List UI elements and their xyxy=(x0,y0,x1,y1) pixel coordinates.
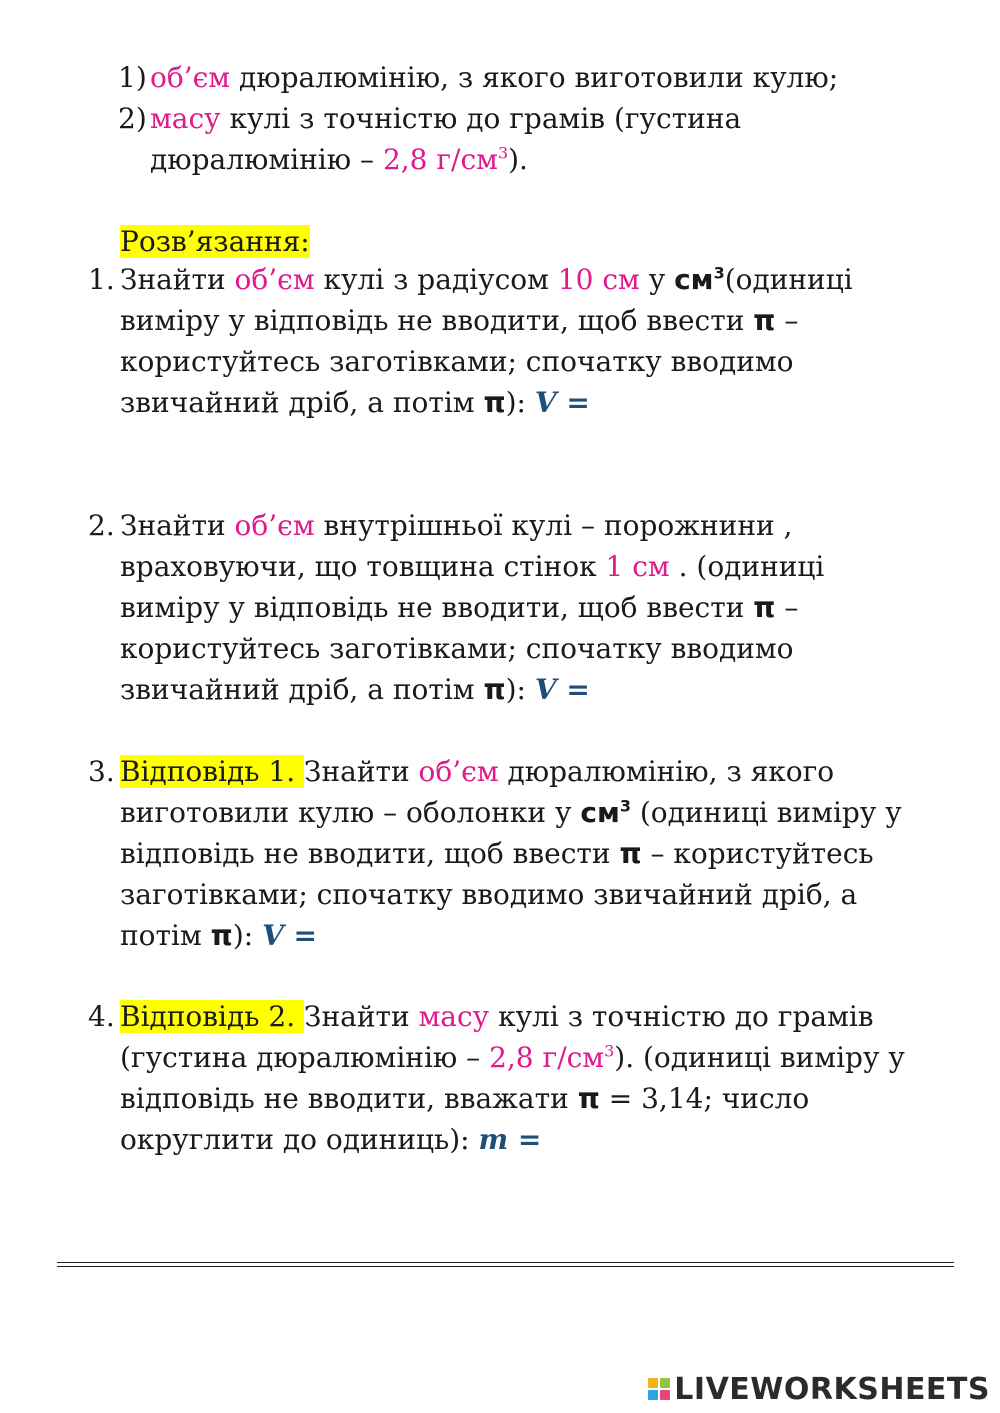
logo-square-4 xyxy=(660,1390,670,1400)
logo-text: LIVEWORKSHEETS xyxy=(674,1371,990,1407)
density-value: 2,8 $г/см^3$ xyxy=(382,143,509,176)
intro-item2 xyxy=(150,99,741,139)
task2-line5: звичайний дріб, а потім π): V = xyxy=(120,670,779,710)
task2-variable: V = xyxy=(534,673,590,706)
task2-line1: Знайти об’єм внутрішньої кулі – порожнини , xyxy=(120,509,793,542)
task4-line1: Відповідь 2. Знайти масу кулі з точністю до грамів xyxy=(120,1000,874,1033)
intro-item2-highlight: масу xyxy=(150,102,221,135)
intro-item2-text: кулі з точністю до грамів (густина xyxy=(220,102,742,135)
intro-item1-highlight: об’єм xyxy=(150,61,231,94)
task3-answer-input[interactable] xyxy=(326,921,506,955)
logo-icon xyxy=(648,1378,670,1400)
task1-line4: звичайний дріб, а потім π): V = xyxy=(120,383,779,423)
task1-line1: Знайти об’єм кулі з радіусом 10 см у $см^3(одиниці$ xyxy=(120,263,853,296)
divider-bottom xyxy=(57,1266,954,1267)
task3-line5: потім π): V = xyxy=(120,916,506,956)
task1-answer-input[interactable] xyxy=(599,388,779,422)
task2-line2: враховуючи, що товщина стінок 1 см . (одиниці xyxy=(120,550,825,583)
task2-line4: користуйтесь заготівками; спочатку вводимо xyxy=(120,632,794,665)
solution-heading: Розв’язання: xyxy=(120,225,310,258)
task3-line3: відповідь не вводити, щоб ввести π – користуйтесь xyxy=(120,837,874,870)
task2-line3: виміру у відповідь не вводити, щоб ввести π – xyxy=(120,591,799,624)
task1-line3: користуйтесь заготівками; спочатку вводимо xyxy=(120,345,794,378)
logo-square-1 xyxy=(648,1378,658,1388)
intro-item2-line2 xyxy=(150,140,528,180)
liveworksheets-logo xyxy=(648,1371,990,1407)
intro-item1 xyxy=(150,58,838,98)
task3-variable: V = xyxy=(262,919,318,952)
task1-line2: виміру у відповідь не вводити, щоб ввести π – xyxy=(120,304,799,337)
task1-variable: V = xyxy=(534,386,590,419)
task3-line2: виготовили кулю – оболонки у $см^3$ (одиниці виміру у xyxy=(120,796,902,829)
task3-number: 3. xyxy=(88,755,115,788)
task4-line4: округлити до одиниць): m = xyxy=(120,1120,730,1160)
task4-line3: відповідь не вводити, вважати π = 3,14; число xyxy=(120,1082,810,1115)
intro-item1-text: дюралюмінію, з якого виготовили кулю; xyxy=(230,61,839,94)
divider-top xyxy=(57,1262,954,1263)
task1-number: 1. xyxy=(88,263,115,296)
task4-answer-input[interactable] xyxy=(550,1125,730,1159)
intro-item1-number: 1) xyxy=(118,61,147,94)
task2-answer-input[interactable] xyxy=(599,675,779,709)
logo-square-3 xyxy=(648,1390,658,1400)
task4-line2: (густина дюралюмінію – 2,8 $г/см^3$). (одиниці виміру у xyxy=(120,1041,905,1074)
intro-item2-line2-end: ). xyxy=(508,143,528,176)
task4-variable: m = xyxy=(478,1123,542,1156)
task3-line1: Відповідь 1. Знайти об’єм дюралюмінію, з якого xyxy=(120,755,835,788)
task3-line4: заготівками; спочатку вводимо звичайний дріб, а xyxy=(120,878,858,911)
logo-square-2 xyxy=(660,1378,670,1388)
task4-number: 4. xyxy=(88,1000,115,1033)
intro-item2-line2-text: дюралюмінію – xyxy=(150,143,383,176)
task2-number: 2. xyxy=(88,509,115,542)
intro-item2-number: 2) xyxy=(118,102,147,135)
